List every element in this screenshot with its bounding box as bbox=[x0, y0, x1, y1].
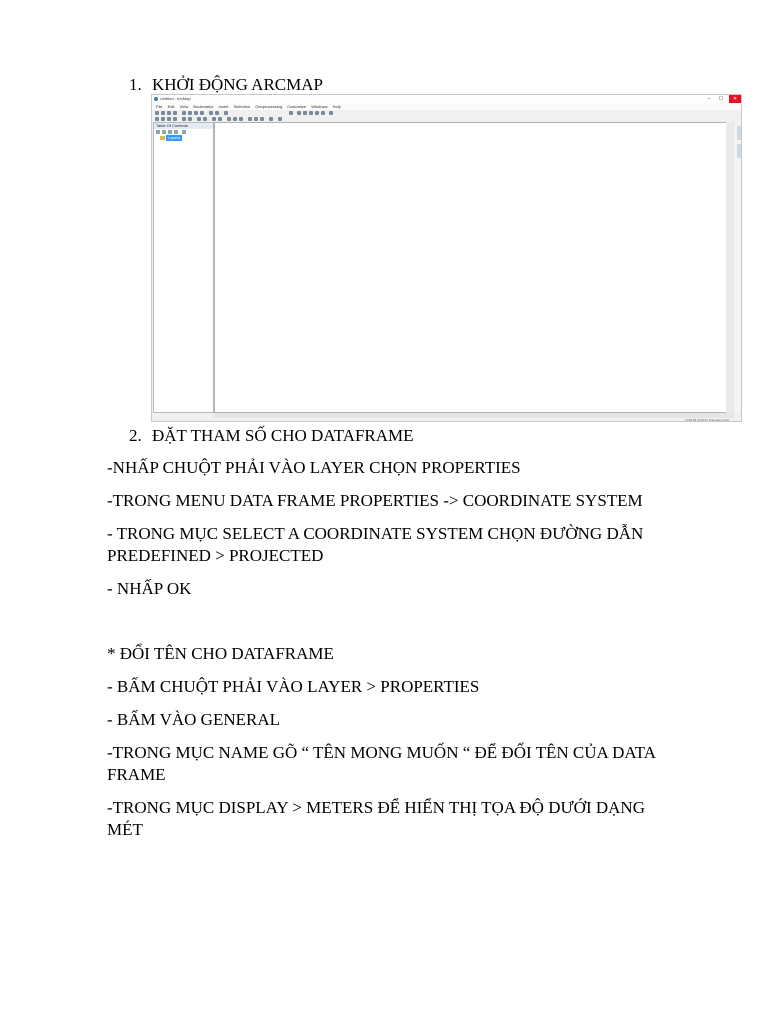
heading2-number: 2. bbox=[129, 426, 142, 445]
right-dock-sidebar bbox=[735, 122, 742, 413]
list-by-selection-icon[interactable] bbox=[174, 130, 178, 134]
table-of-contents-icon[interactable] bbox=[297, 111, 301, 115]
measure-icon[interactable] bbox=[248, 117, 252, 121]
menu-file[interactable]: File bbox=[156, 104, 163, 109]
delete-icon[interactable] bbox=[200, 111, 204, 115]
arcmap-app-icon bbox=[154, 97, 158, 101]
menu-edit[interactable]: Edit bbox=[167, 104, 175, 109]
clear-selection-icon[interactable] bbox=[218, 117, 222, 121]
status-bar bbox=[152, 418, 741, 422]
catalog-dock-tab[interactable] bbox=[737, 126, 741, 140]
rename-step-display-cont: MÉT bbox=[107, 820, 143, 839]
step-select-coordinate-system: - TRONG MỤC SELECT A COORDINATE SYSTEM CHỌN ĐƯỜNG DẪN bbox=[107, 524, 644, 543]
new-document-icon[interactable] bbox=[155, 111, 159, 115]
table-of-contents-pane bbox=[153, 122, 214, 413]
menu-geoprocessing[interactable]: Geoprocessing bbox=[255, 104, 283, 109]
editor-icon[interactable] bbox=[289, 111, 293, 115]
heading1-number: 1. bbox=[129, 75, 142, 94]
find-icon[interactable] bbox=[239, 117, 243, 121]
close-button[interactable]: ✕ bbox=[729, 95, 741, 103]
fixed-zoom-out-icon[interactable] bbox=[188, 117, 192, 121]
step-select-coordinate-system-cont: PREDEFINED > PROJECTED bbox=[107, 546, 324, 565]
forward-icon[interactable] bbox=[203, 117, 207, 121]
options-icon[interactable] bbox=[182, 130, 186, 134]
copy-icon[interactable] bbox=[188, 111, 192, 115]
vertical-scrollbar[interactable] bbox=[726, 122, 734, 413]
python-icon[interactable] bbox=[321, 111, 325, 115]
step-click-ok: - NHẤP OK bbox=[107, 579, 192, 598]
maximize-button[interactable]: ☐ bbox=[718, 96, 724, 102]
print-icon[interactable] bbox=[173, 111, 177, 115]
search-icon[interactable] bbox=[309, 111, 313, 115]
menu-help[interactable]: Help bbox=[332, 104, 341, 109]
menu-customize[interactable]: Customize bbox=[287, 104, 307, 109]
menu-windows[interactable]: Windows bbox=[311, 104, 328, 109]
rename-step-general: - BẤM VÀO GENERAL bbox=[107, 710, 280, 729]
layer-label[interactable]: Layers bbox=[168, 135, 181, 140]
back-icon[interactable] bbox=[197, 117, 201, 121]
list-by-source-icon[interactable] bbox=[162, 130, 166, 134]
list-by-visibility-icon[interactable] bbox=[168, 130, 172, 134]
menu-bookmarks[interactable]: Bookmarks bbox=[193, 104, 214, 109]
html-popup-icon[interactable] bbox=[260, 117, 264, 121]
heading1-text: KHỞI ĐỘNG ARCMAP bbox=[152, 75, 323, 94]
layer-row[interactable] bbox=[154, 135, 213, 141]
rename-step-name-cont: FRAME bbox=[107, 765, 166, 784]
catalog-icon[interactable] bbox=[303, 111, 307, 115]
zoom-in-icon[interactable] bbox=[155, 117, 159, 121]
cut-icon[interactable] bbox=[182, 111, 186, 115]
hyperlink-icon[interactable] bbox=[254, 117, 258, 121]
undo-icon[interactable] bbox=[209, 111, 213, 115]
time-slider-icon[interactable] bbox=[269, 117, 273, 121]
step-right-click-layer: -NHẤP CHUỘT PHẢI VÀO LAYER CHỌN PROPERTIES bbox=[107, 458, 521, 477]
paste-icon[interactable] bbox=[194, 111, 198, 115]
arctoolbox-icon[interactable] bbox=[315, 111, 319, 115]
status-coordinates: -4729.86 2148.37 Unknown Units bbox=[684, 418, 729, 422]
create-viewer-icon[interactable] bbox=[278, 117, 282, 121]
identify-icon[interactable] bbox=[233, 117, 237, 121]
arcmap-menubar bbox=[152, 103, 741, 110]
toc-title: Table Of Contents bbox=[154, 123, 213, 129]
step-coordinate-system: -TRONG MENU DATA FRAME PROPERTIES -> COORDINATE SYSTEM bbox=[107, 491, 643, 510]
add-data-icon[interactable] bbox=[224, 111, 228, 115]
pan-icon[interactable] bbox=[167, 117, 171, 121]
menu-view[interactable]: View bbox=[179, 104, 189, 109]
redo-icon[interactable] bbox=[215, 111, 219, 115]
select-elements-icon[interactable] bbox=[227, 117, 231, 121]
model-builder-icon[interactable] bbox=[329, 111, 333, 115]
rename-title: * ĐỔI TÊN CHO DATAFRAME bbox=[107, 644, 334, 663]
rename-step-display: -TRONG MỤC DISPLAY > METERS ĐỂ HIỂN THỊ TỌA ĐỘ DƯỚI DẠNG bbox=[107, 798, 645, 817]
search-dock-tab[interactable] bbox=[737, 144, 741, 158]
zoom-out-icon[interactable] bbox=[161, 117, 165, 121]
fixed-zoom-in-icon[interactable] bbox=[182, 117, 186, 121]
menu-selection[interactable]: Selection bbox=[233, 104, 251, 109]
arcmap-window-title: Untitled - ArcMap bbox=[160, 96, 191, 101]
heading2-text: ĐẶT THAM SỐ CHO DATAFRAME bbox=[152, 426, 414, 445]
minimize-button[interactable]: – bbox=[707, 96, 711, 102]
menu-insert[interactable]: Insert bbox=[218, 104, 229, 109]
save-icon[interactable] bbox=[167, 111, 171, 115]
list-by-drawing-order-icon[interactable] bbox=[156, 130, 160, 134]
layers-icon bbox=[160, 136, 165, 140]
arcmap-titlebar bbox=[152, 95, 741, 103]
open-icon[interactable] bbox=[161, 111, 165, 115]
arcmap-screenshot bbox=[151, 94, 742, 422]
select-features-icon[interactable] bbox=[212, 117, 216, 121]
rename-step-properties: - BẤM CHUỘT PHẢI VÀO LAYER > PROPERTIES bbox=[107, 677, 480, 696]
full-extent-icon[interactable] bbox=[173, 117, 177, 121]
rename-step-name: -TRONG MỤC NAME GÕ “ TÊN MONG MUỐN “ ĐỂ ĐỔI TÊN CỦA DATA bbox=[107, 743, 657, 762]
map-display[interactable] bbox=[214, 122, 734, 413]
